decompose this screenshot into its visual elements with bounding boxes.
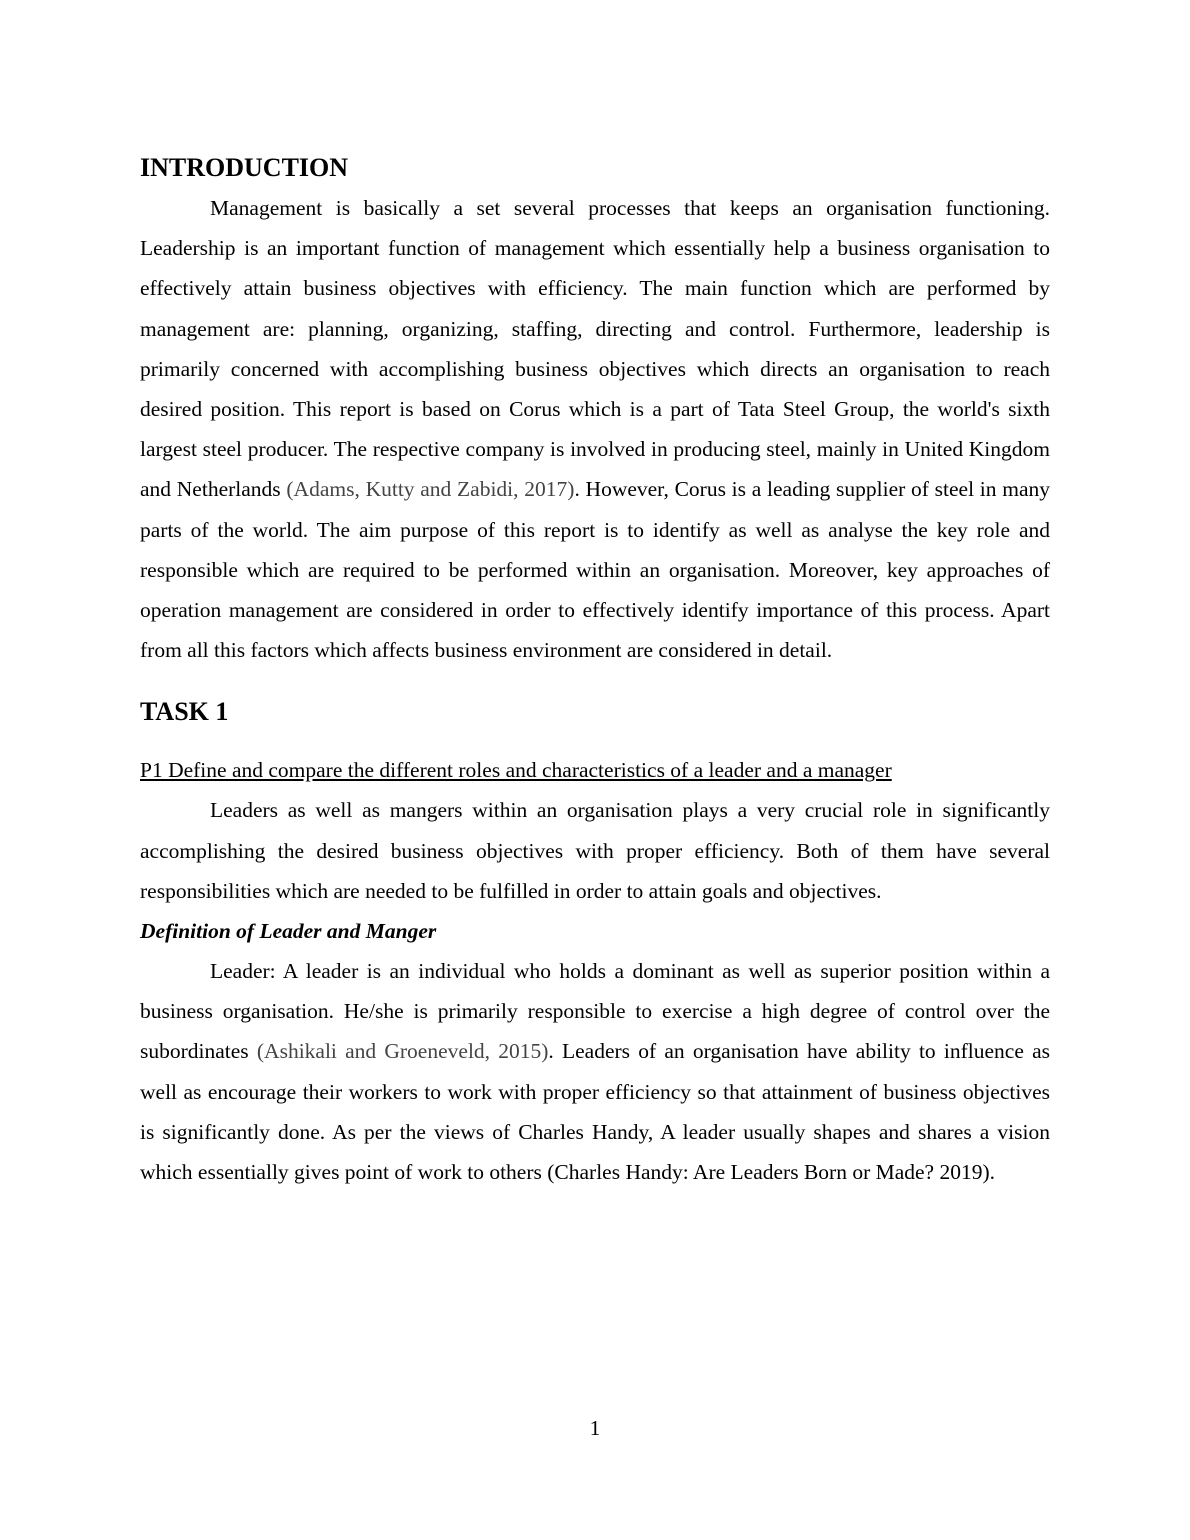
task1-subheading: P1 Define and compare the different roles and characteristics of a leader and a manager	[140, 758, 892, 783]
leader-citation: (Ashikali and Groeneveld, 2015)	[256, 1039, 549, 1064]
introduction-paragraph	[140, 188, 1050, 670]
introduction-text-part2: . However, Corus is a leading supplier of steel in many parts of the world. The aim purpose of this report is to identify as well as analyse the key role and responsible which are required to be performed within an organisation. Moreover, key approaches of operation management are considered in order to effectively identify importance of this process. Apart from all this factors which affects business environment are considered in detail.	[140, 477, 1051, 663]
definition-heading: Definition of Leader and Manger	[140, 919, 437, 944]
page-number: 1	[589, 1416, 601, 1440]
introduction-citation: (Adams, Kutty and Zabidi, 2017)	[286, 477, 575, 502]
document-page	[140, 148, 1050, 1192]
introduction-heading: INTRODUCTION	[140, 153, 349, 182]
task1-paragraph: Leaders as well as mangers within an organisation plays a very crucial role in significantly accomplishing the desired business objectives with proper efficiency. Both of them have several responsibilities which are needed to be fulfilled in order to attain goals and objectives.	[140, 798, 1050, 903]
leader-text-part1: Leader: A leader is an individual who holds a dominant as well as superior position within a business organisation. He/she is primarily responsible to exercise a high degree of control over the subordinates	[140, 959, 1050, 1064]
task1-heading: TASK 1	[140, 697, 229, 727]
leader-text-part2: . Leaders of an organisation have ability to influence as well as encourage their workers to work with proper efficiency so that attainment of business objectives is significantly done. As per the views of Charles Handy, A leader usually shapes and shares a vision which essentially gives point of work to others (Charles Handy: Are Leaders Born or Made? 2019).	[140, 1039, 1050, 1185]
introduction-text-part1: Management is basically a set several processes that keeps an organisation functioning. Leadership is an important function of management which essentially help a business organisation to effectively attain business objectives with efficiency. The main function which are performed by management are: planning, organizing, staffing, directing and control. Furthermore, leadership is primarily concerned with accomplishing business objectives which directs an organisation to reach desired position. This report is based on Corus which is a part of Tata Steel Group, the world's sixth largest steel producer. The respective company is involved in producing steel, mainly in United Kingdom and Netherlands	[140, 196, 1050, 502]
leader-definition-paragraph	[140, 951, 1050, 1192]
